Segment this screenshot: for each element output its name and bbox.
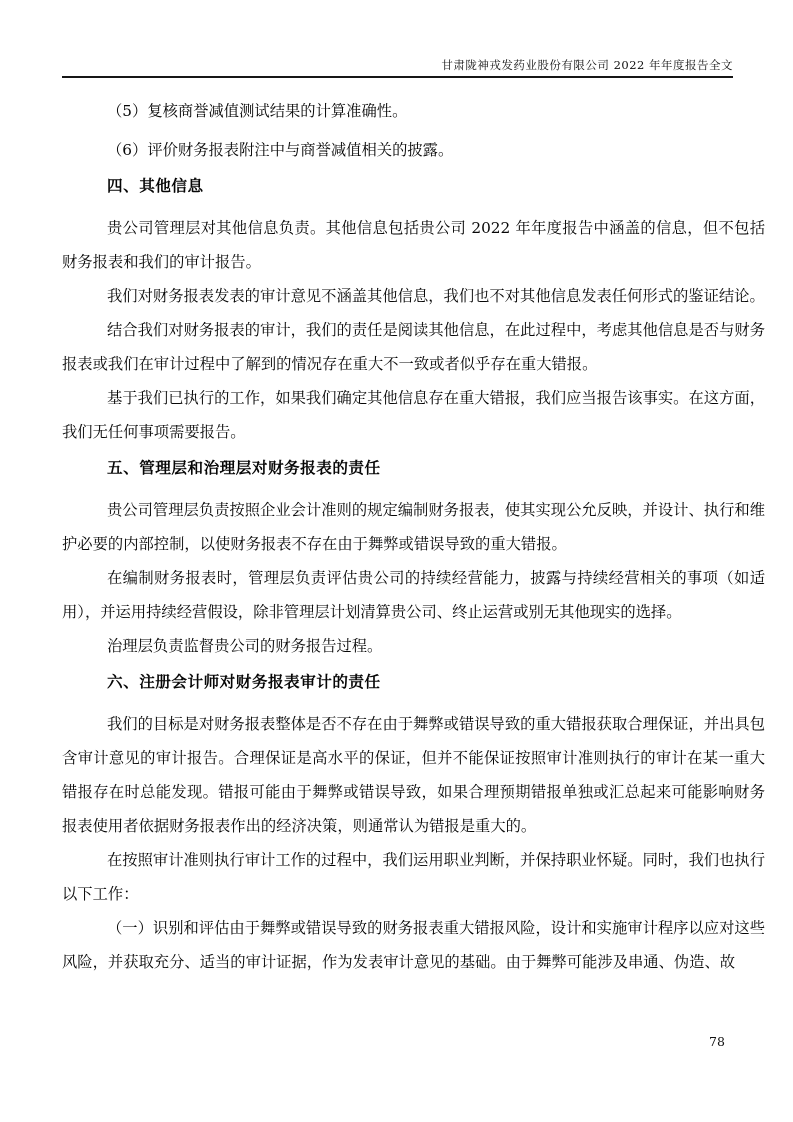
section-heading-auditor-responsibility: 六、注册会计师对财务报表审计的责任: [107, 673, 381, 691]
list-item-5: （5）复核商誉减值测试结果的计算准确性。: [107, 102, 408, 120]
list-item-6: （6）评价财务报表附注中与商誉减值相关的披露。: [107, 141, 454, 159]
page-number: 78: [709, 1034, 725, 1049]
paragraph: 我们的目标是对财务报表整体是否不存在由于舞弊或错误导致的重大错报获取合理保证，并出具包含审计意见的审计报告。合理保证是高水平的保证，但并不能保证按照审计准则执行的审计在某一重大错报存在时总能发现。错报可能由于舞弊或错误导致，如果合理预期错报单独或汇总起来可能影响财务报表使用者依据财务报表作出的经济决策，则通常认为错报是重大的。: [62, 715, 765, 835]
paragraph: 在编制财务报表时，管理层负责评估贵公司的持续经营能力，披露与持续经营相关的事项（如适用），并运用持续经营假设，除非管理层计划清算贵公司、终止运营或别无其他现实的选择。: [62, 569, 765, 621]
paragraph: 基于我们已执行的工作，如果我们确定其他信息存在重大错报，我们应当报告该事实。在这方面，我们无任何事项需要报告。: [62, 389, 765, 441]
paragraph: 贵公司管理层对其他信息负责。其他信息包括贵公司 2022 年年度报告中涵盖的信息，但不包括财务报表和我们的审计报告。: [62, 219, 765, 271]
paragraph: 我们对财务报表发表的审计意见不涵盖其他信息，我们也不对其他信息发表任何形式的鉴证结论。: [107, 287, 765, 305]
paragraph: 在按照审计准则执行审计工作的过程中，我们运用职业判断，并保持职业怀疑。同时，我们也执行以下工作：: [62, 851, 765, 903]
section-heading-management-responsibility: 五、管理层和治理层对财务报表的责任: [107, 459, 381, 477]
paragraph: 结合我们对财务报表的审计，我们的责任是阅读其他信息，在此过程中，考虑其他信息是否与财务报表或我们在审计过程中了解到的情况存在重大不一致或者似乎存在重大错报。: [62, 321, 765, 373]
header-rule: [62, 76, 733, 78]
running-header: 甘肃陇神戎发药业股份有限公司 2022 年年度报告全文: [441, 58, 733, 72]
paragraph: （一）识别和评估由于舞弊或错误导致的财务报表重大错报风险，设计和实施审计程序以应对这些风险，并获取充分、适当的审计证据，作为发表审计意见的基础。由于舞弊可能涉及串通、伪造、故: [62, 919, 765, 971]
paragraph: 治理层负责监督贵公司的财务报告过程。: [107, 637, 383, 655]
document-body: [62, 94, 765, 979]
paragraph: 贵公司管理层负责按照企业会计准则的规定编制财务报表，使其实现公允反映，并设计、执行和维护必要的内部控制，以使财务报表不存在由于舞弊或错误导致的重大错报。: [62, 501, 765, 553]
section-heading-other-info: 四、其他信息: [107, 177, 204, 195]
